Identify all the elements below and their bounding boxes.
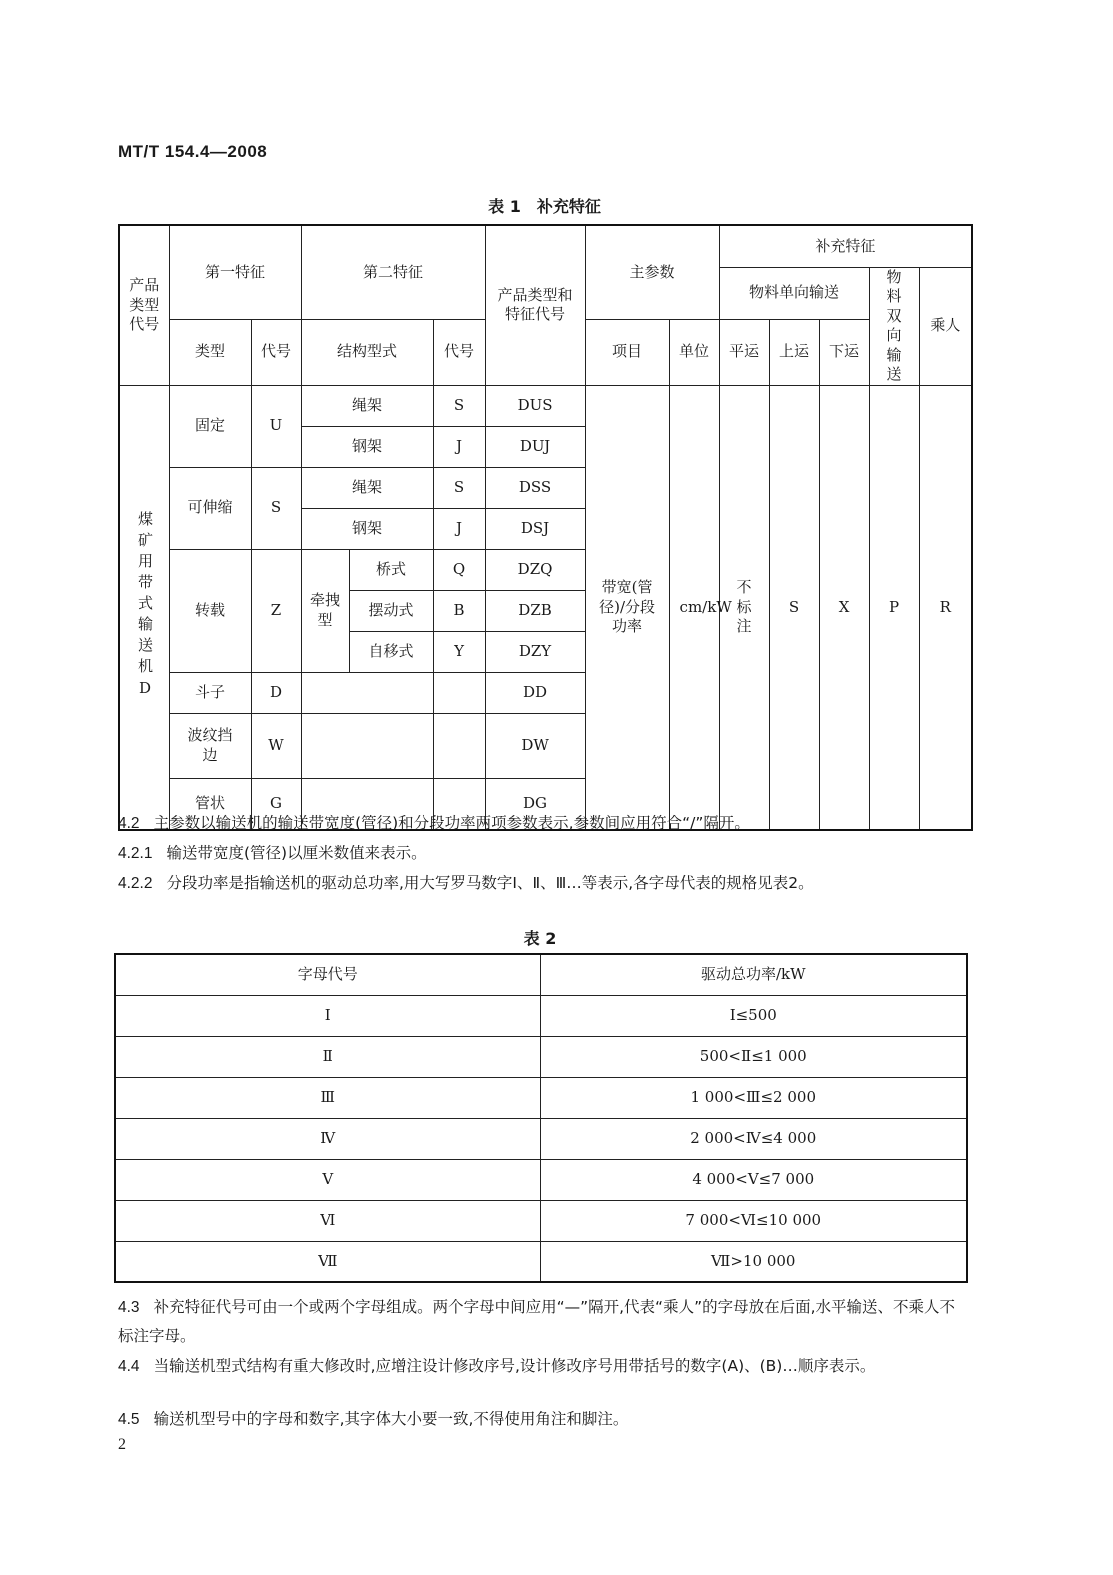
- table1: [118, 224, 973, 831]
- header-second-feature: 第二特征: [301, 225, 485, 319]
- table-cell: 绳架: [301, 467, 433, 508]
- header-first-feature: 第一特征: [169, 225, 301, 319]
- up-value: S: [769, 385, 819, 830]
- header-type: 类型: [169, 319, 251, 385]
- table-cell: DSS: [485, 467, 585, 508]
- table-cell: 可伸缩: [169, 467, 251, 549]
- table-cell: 1 000<Ⅲ≤2 000: [540, 1077, 967, 1118]
- table-cell: S: [433, 385, 485, 426]
- table-cell: 4 000<Ⅴ≤7 000: [540, 1159, 967, 1200]
- table-cell: J: [433, 508, 485, 549]
- table-cell: Ⅰ: [115, 995, 540, 1036]
- table-cell: J: [433, 426, 485, 467]
- table2: [114, 953, 968, 1283]
- table-cell: DUJ: [485, 426, 585, 467]
- table-cell: 斗子: [169, 672, 251, 713]
- paragraph-4-2: 4.2 主参数以输送机的输送带宽度(管径)和分段功率两项参数表示,参数间应用符合“/”隔开。: [118, 814, 750, 832]
- table-cell: DZQ: [485, 549, 585, 590]
- flat-value: 不标注: [719, 385, 769, 830]
- table-cell: DUS: [485, 385, 585, 426]
- header-structure: 结构型式: [301, 319, 433, 385]
- table-cell: 摆动式: [349, 590, 433, 631]
- table-cell: 2 000<Ⅳ≤4 000: [540, 1118, 967, 1159]
- passenger-value: R: [919, 385, 972, 830]
- header-code: 代号: [251, 319, 301, 385]
- table-cell: 桥式: [349, 549, 433, 590]
- table-cell: 7 000<Ⅵ≤10 000: [540, 1200, 967, 1241]
- table-cell: DW: [485, 713, 585, 778]
- table-cell: 自移式: [349, 631, 433, 672]
- table-cell: G: [251, 778, 301, 830]
- header-two-way: 物料双向输送: [869, 267, 919, 385]
- table-cell: 钢架: [301, 508, 433, 549]
- table-cell: 牵拽型: [301, 549, 349, 672]
- table-cell: Q: [433, 549, 485, 590]
- table-cell: DZB: [485, 590, 585, 631]
- two-way-value: P: [869, 385, 919, 830]
- header-type-feature-code: 产品类型和特征代号: [485, 225, 585, 385]
- param-item: 带宽(管径)/分段功率: [585, 385, 669, 830]
- header-product-type-code: 产品类型代号: [119, 225, 169, 385]
- paragraph-4-5: 4.5 输送机型号中的字母和数字,其字体大小要一致,不得使用角注和脚注。: [118, 1410, 629, 1428]
- table-cell: Y: [433, 631, 485, 672]
- table-cell: D: [251, 672, 301, 713]
- down-value: X: [819, 385, 869, 830]
- table-cell: U: [251, 385, 301, 467]
- table-cell: DG: [485, 778, 585, 830]
- paragraph-4-4: 4.4 当输送机型式结构有重大修改时,应增注设计修改序号,设计修改序号用带括号的数字(A)、(B)…顺序表示。: [118, 1357, 876, 1375]
- table-cell: Ⅵ: [115, 1200, 540, 1241]
- table-cell: 波纹挡边: [169, 713, 251, 778]
- header-passenger: 乘人: [919, 267, 972, 385]
- table-cell: Ⅶ>10 000: [540, 1241, 967, 1282]
- table-cell: DSJ: [485, 508, 585, 549]
- table-cell: Z: [251, 549, 301, 672]
- table-cell: 钢架: [301, 426, 433, 467]
- table2-caption: 表 2: [523, 929, 557, 948]
- table-cell: 绳架: [301, 385, 433, 426]
- table-cell: Ⅱ: [115, 1036, 540, 1077]
- table2-header-letter: 字母代号: [115, 954, 540, 995]
- table-cell: Ⅶ: [115, 1241, 540, 1282]
- table-cell: S: [433, 467, 485, 508]
- table-cell: 固定: [169, 385, 251, 467]
- header-main-param: 主参数: [585, 225, 719, 319]
- header-unit: 单位: [669, 319, 719, 385]
- product-name: 煤矿用带式输送机D: [119, 385, 169, 830]
- paragraph-4-2-1: 4.2.1 输送带宽度(管径)以厘米数值来表示。: [118, 844, 427, 862]
- table-cell: DD: [485, 672, 585, 713]
- param-unit: cm/kW: [669, 385, 719, 830]
- table-cell: 管状: [169, 778, 251, 830]
- table-cell: 500<Ⅱ≤1 000: [540, 1036, 967, 1077]
- table-cell: Ⅳ: [115, 1118, 540, 1159]
- table2-header-power: 驱动总功率/kW: [540, 954, 967, 995]
- header-down: 下运: [819, 319, 869, 385]
- header-one-way: 物料单向输送: [719, 267, 869, 319]
- header-code2: 代号: [433, 319, 485, 385]
- table-cell: W: [251, 713, 301, 778]
- paragraph-4-2-2: 4.2.2 分段功率是指输送机的驱动总功率,用大写罗马数字Ⅰ、Ⅱ、Ⅲ…等表示,各字母代表的规格见表2。: [118, 874, 814, 892]
- table-cell: Ⅲ: [115, 1077, 540, 1118]
- page-number: 2: [118, 1436, 126, 1453]
- header-item: 项目: [585, 319, 669, 385]
- table-cell: Ⅴ: [115, 1159, 540, 1200]
- standard-id: MT/T 154.4—2008: [118, 142, 268, 161]
- table1-caption: 表 1 补充特征: [488, 197, 601, 216]
- table-cell: B: [433, 590, 485, 631]
- paragraph-4-3: 4.3 补充特征代号可由一个或两个字母组成。两个字母中间应用“—”隔开,代表“乘人”的字母放在后面,水平输送、不乘人不标注字母。: [118, 1298, 956, 1345]
- table-cell: S: [251, 467, 301, 549]
- header-supplementary: 补充特征: [719, 225, 972, 267]
- table-cell: Ⅰ≤500: [540, 995, 967, 1036]
- header-up: 上运: [769, 319, 819, 385]
- header-flat: 平运: [719, 319, 769, 385]
- table-cell: DZY: [485, 631, 585, 672]
- table-cell: 转载: [169, 549, 251, 672]
